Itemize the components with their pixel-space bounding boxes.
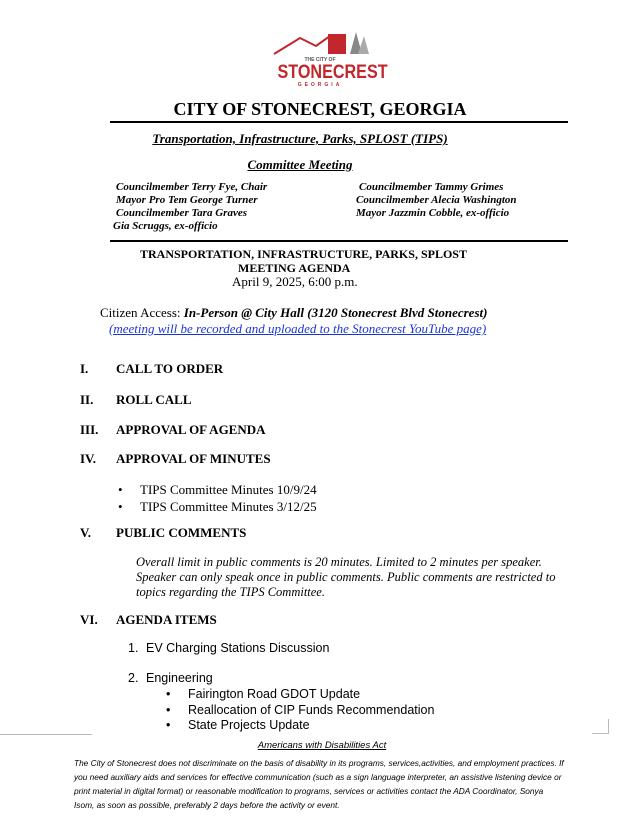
ada-text: The City of Stonecrest does not discriminate on the basis of disability in its programs, services,activities, and employment practices. If you need auxiliary aids and services for effective communication (such as a sign language interpreter, an assistive listening device or print material in digital format) or reasonable modification to programs, services or activities contact the ADA Coordinator, Sonya Isom, as soon as possible, preferably 2 days before the activity or event. [74,758,564,810]
section-number: VI. [80,612,98,627]
youtube-link[interactable]: (meeting will be recorded and uploaded to the Stonecrest YouTube page) [109,321,487,336]
access-label: Citizen Access: [100,305,184,320]
section-label: APPROVAL OF MINUTES [116,451,271,466]
section-approval-minutes [80,451,271,467]
list-item: • TIPS Committee Minutes 10/9/24 [118,481,317,498]
divider [110,121,568,123]
list-item: • TIPS Committee Minutes 3/12/25 [118,498,317,515]
public-comments-text: Overall limit in public comments is 20 minutes. Limited to 2 minutes per speaker. Speaker can only speak once in public comments. Public comments are restricted to topics regarding the TIPS Committee. [136,555,556,599]
meeting-date: April 9, 2025, 6:00 p.m. [232,274,358,289]
page-title: CITY OF STONECREST, GEORGIA [173,99,467,119]
logo-bottom-text: GEORGIA [297,82,343,88]
member: Mayor Pro Tem George Turner [116,194,258,206]
members-left [113,181,268,233]
margin-mark [592,719,609,734]
item-number: 1. [128,641,139,655]
agenda-item [128,671,213,685]
engineering-list [166,687,434,734]
member: Gia Scruggs, ex-officio [113,220,218,232]
meeting-type: Committee Meeting [247,157,353,172]
citizen-access [100,305,487,321]
section-number: III. [80,422,99,437]
access-location: In-Person @ City Hall (3120 Stonecrest Blvd Stonecrest) [183,305,488,320]
logo-top-text: THE CITY OF [304,57,336,63]
section-agenda-items [80,612,217,628]
section-approval-agenda [80,422,266,438]
member: Mayor Jazzmin Cobble, ex-officio [356,207,510,219]
list-item: • State Projects Update [166,718,434,734]
members-right [356,181,517,220]
item-number: 2. [128,671,139,685]
member: Councilmember Alecia Washington [356,194,517,206]
section-label: CALL TO ORDER [116,361,224,376]
city-logo [270,28,388,88]
agenda-title: TRANSPORTATION, INFRASTRUCTURE, PARKS, SPLOST [140,247,467,261]
committee-name: Transportation, Infrastructure, Parks, SPLOST (TIPS) [152,131,448,146]
section-label: ROLL CALL [116,392,192,407]
member: Councilmember Tammy Grimes [359,181,504,193]
section-label: AGENDA ITEMS [116,612,217,627]
skyline-icon [270,28,370,56]
section-public-comments [80,525,246,541]
item-label: EV Charging Stations Discussion [146,641,330,655]
section-number: II. [80,392,94,407]
agenda-subtitle: MEETING AGENDA [238,261,351,275]
section-number: I. [80,361,89,376]
agenda-item [128,641,329,655]
list-item: • Fairington Road GDOT Update [166,687,434,703]
section-label: APPROVAL OF AGENDA [116,422,266,437]
section-roll-call [80,392,192,408]
member: Councilmember Tara Graves [116,207,247,219]
member: Councilmember Terry Fye, Chair [116,181,268,193]
ada-title: Americans with Disabilities Act [257,740,387,751]
section-number: V. [80,525,91,540]
margin-mark [0,734,92,735]
divider [110,240,568,242]
minutes-list [118,481,317,515]
section-label: PUBLIC COMMENTS [116,525,247,540]
list-item: • Reallocation of CIP Funds Recommendation [166,703,434,719]
section-call-to-order [80,361,223,377]
item-label: Engineering [146,671,213,685]
section-number: IV. [80,451,97,466]
logo-main-text: STONECREST [277,62,388,83]
